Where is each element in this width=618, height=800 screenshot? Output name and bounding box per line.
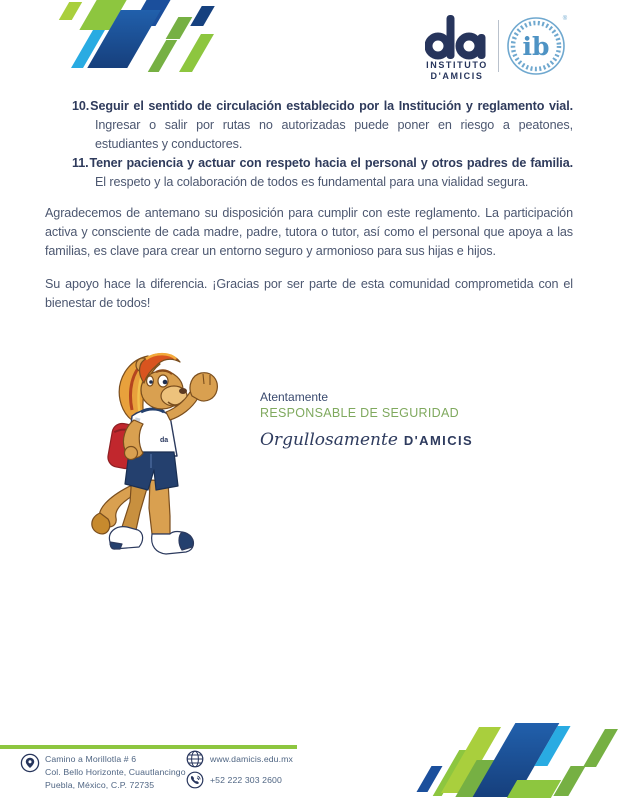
website-text: www.damicis.edu.mx: [210, 754, 293, 764]
svg-text:®: ®: [562, 16, 568, 22]
rules-list: [45, 97, 573, 192]
address-line1: Camino a Morillotla # 6: [45, 754, 137, 764]
signature-block: [260, 390, 473, 450]
rule-title: Tener paciencia y actuar con respeto hacia el personal y otros padres de familia.: [89, 156, 573, 170]
signer-role: RESPONSABLE DE SEGURIDAD: [260, 406, 459, 420]
rule-title: Seguir el sentido de circulación establecido por la Institución y reglamento vial.: [90, 99, 573, 113]
motto-script: Orgullosamente: [260, 430, 398, 450]
slash-shape: [148, 40, 177, 72]
slash-shape: [59, 2, 82, 20]
salutation: Atentamente: [260, 390, 329, 404]
rule-item-10: [72, 97, 573, 154]
address-line3: Puebla, México, C.P. 72735: [45, 780, 155, 790]
ib-world-school-logo-icon: [506, 12, 570, 78]
slash-shape: [179, 34, 214, 72]
da-monogram-icon: [425, 14, 489, 60]
closing-paragraph-2: Su apoyo hace la diferencia. ¡Gracias por ser parte de esta comunidad comprometida con el bienestar de todos!: [45, 277, 573, 310]
logo-divider: [498, 20, 499, 72]
motto-brand: D'AMICIS: [403, 433, 474, 448]
phone-icon: [186, 771, 204, 789]
rule-item-11: [72, 154, 573, 192]
address-block: [45, 753, 195, 792]
address-line2: Col. Bello Horizonte, Cuautlancingo: [45, 767, 186, 777]
svg-text:ib: ib: [522, 32, 550, 61]
slash-shape: [583, 729, 618, 767]
rule-number: 11.: [72, 156, 89, 170]
institute-name-line1: INSTITUTO: [426, 60, 488, 70]
globe-icon: [186, 750, 204, 768]
rule-text: Ingresar o salir por rutas no autorizadas puede poner en riesgo a peatones, estudiantes y conductores.: [95, 118, 573, 151]
phone-text: +52 222 303 2600: [210, 775, 282, 785]
letter-body: [45, 97, 573, 313]
location-pin-icon: [20, 753, 40, 773]
slash-shape: [166, 17, 193, 39]
closing-paragraph-1: Agradecemos de antemano su disposición para cumplir con este reglamento. La participación activa y consciente de cada madre, padre, tutora o tutor, así como el personal que apoya a las familias, es clave para crear un entorno seguro y armonioso para sus hijas e hijos.: [45, 206, 573, 258]
slash-shape: [190, 6, 215, 26]
rule-number: 10.: [72, 99, 90, 113]
svg-text:da: da: [160, 437, 169, 444]
instituto-damicis-logo: [420, 14, 494, 82]
rule-text: El respeto y la colaboración de todos es fundamental para una vialidad segura.: [95, 175, 529, 189]
institute-name-line2: D'AMICIS: [430, 71, 484, 81]
lion-mascot-illustration: [86, 350, 234, 565]
footer-divider-line: [0, 745, 297, 749]
